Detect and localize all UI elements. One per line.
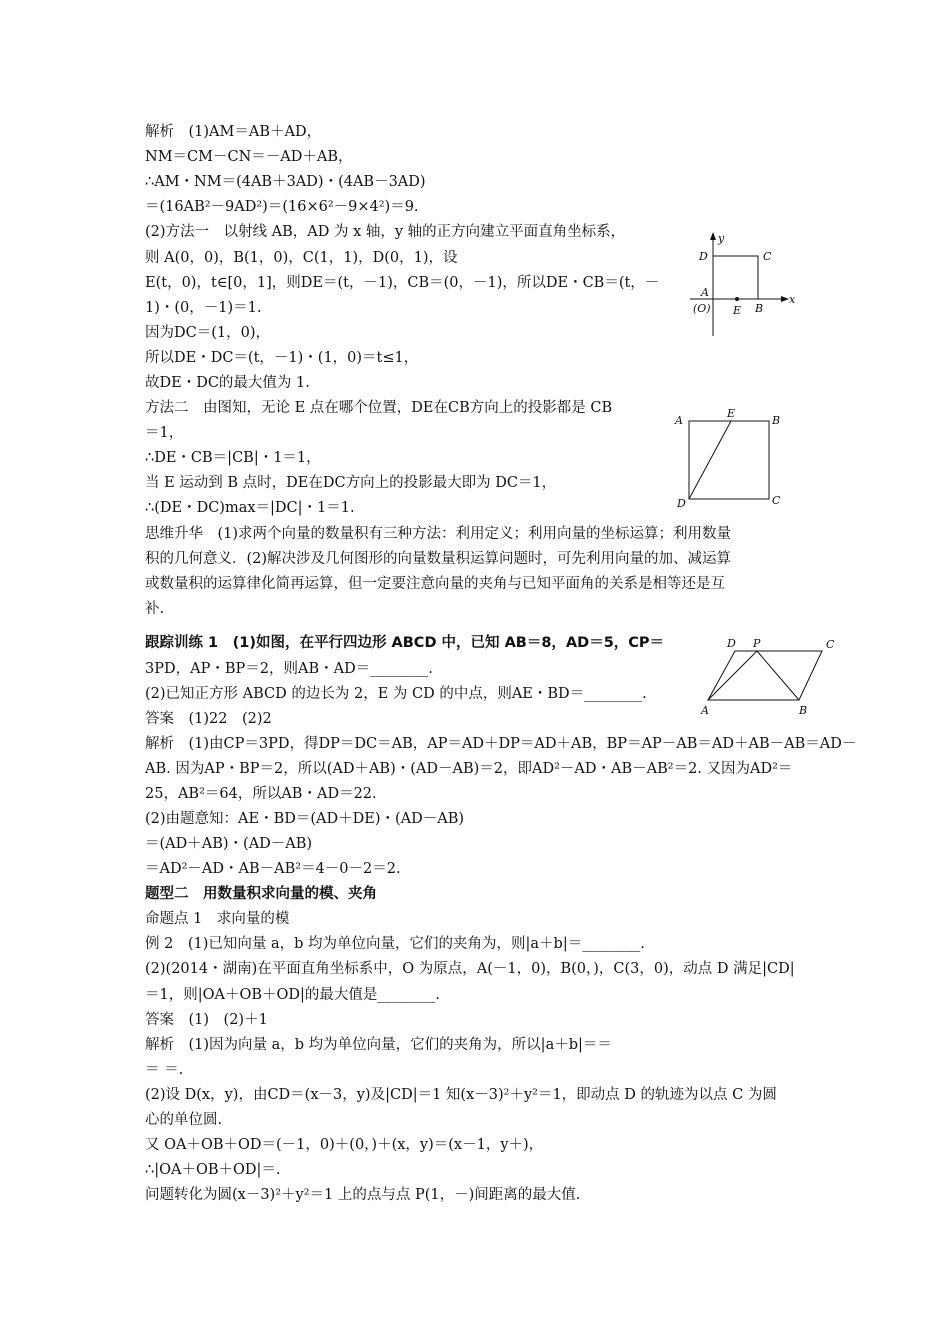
point-p-label: P <box>753 637 761 650</box>
y-axis-label: y <box>718 232 725 245</box>
text-line: (2)已知正方形 ABCD 的边长为 2，E 为 CD 的中点，则AE・BD＝________. <box>145 686 647 702</box>
text-line: 解析 (1)因为向量 a，b 均为单位向量，它们的夹角为，所以|a＋b|＝＝ <box>145 1037 612 1053</box>
text-line: ∴DE・CB＝|CB|・1＝1， <box>145 450 321 466</box>
text-line: AB. 因为AP・BP＝2，所以(AD＋AB)・(AD－AB)＝2，即AD²－AD・AB－AB²＝2. 又因为AD²＝ <box>145 761 793 777</box>
text-line: 1)・(0，－1)＝1. <box>145 300 262 316</box>
text-line: 思维升华 (1)求两个向量的数量积有三种方法：利用定义；利用向量的坐标运算；利用数量 <box>145 526 732 542</box>
text-line: ＝(AD＋AB)・(AD－AB) <box>145 836 313 852</box>
text-line: 或数量积的运算律化简再运算，但一定要注意向量的夹角与已知平面角的关系是相等还是互 <box>145 576 725 592</box>
point-a-label: A <box>701 286 709 299</box>
point-a-label: A <box>701 704 709 717</box>
text-line: 积的几何意义．(2)解决涉及几何图形的向量数量积运算问题时，可先利用向量的加、减运算 <box>145 551 732 567</box>
text-line: 例 2 (1)已知向量 a，b 均为单位向量，它们的夹角为，则|a＋b|＝________. <box>145 936 645 952</box>
text-line: E(t，0)，t∈[0，1]，则DE＝(t，－1)，CB＝(0，－1)，所以DE・CB＝(t，－ <box>145 275 660 291</box>
coordinate-square-figure <box>685 228 800 338</box>
point-c-label: C <box>826 638 835 651</box>
text-line: (2)设 D(x，y)，由CD＝(x－3，y)及|CD|＝1 知(x－3)²＋y²＝1，即动点 D 的轨迹为以点 C 为圆 <box>145 1087 777 1103</box>
point-a-label: A <box>675 414 683 427</box>
text-line: 方法二 由图知，无论 E 点在哪个位置，DE在CB方向上的投影都是 CB <box>145 400 613 416</box>
text-line: ＝AD²－AD・AB－AB²＝4－0－2＝2. <box>145 861 401 877</box>
text-line: NM＝CM－CN＝－AD＋AB， <box>145 149 353 165</box>
text-line: 答案 (1) (2)＋1 <box>145 1012 268 1028</box>
text-line: 命题点 1 求向量的模 <box>145 911 290 927</box>
text-line: ∴AM・NM＝(4AB＋3AD)・(4AB－3AD) <box>145 174 426 190</box>
text-line: ＝(16AB²－9AD²)＝(16×6²－9×4²)＝9. <box>145 199 419 215</box>
point-b-label: B <box>772 414 781 427</box>
text-line: 又 OA＋OB＋OD＝(－1，0)＋(0，)＋(x，y)＝(x－1，y＋)， <box>145 1137 544 1153</box>
point-b-label: B <box>755 302 764 315</box>
text-line: 心的单位圆. <box>145 1112 223 1128</box>
exercise-heading: 跟踪训练 1 (1)如图，在平行四边形 ABCD 中，已知 AB＝8，AD＝5，CP＝ <box>145 635 665 651</box>
text-line: 25，AB²＝64，所以AB・AD＝22. <box>145 786 377 802</box>
section-heading: 题型二 用数量积求向量的模、夹角 <box>145 886 377 902</box>
point-d-label: D <box>677 497 686 510</box>
text-line: 因为DC＝(1，0)， <box>145 325 270 341</box>
text-line: 解析 (1)AM＝AB＋AD， <box>145 124 322 140</box>
text-line: 解析 (1)由CP＝3PD，得DP＝DC＝AB，AP＝AD＋DP＝AD＋AB，BP＝AP－AB＝AD＋AB－AB＝AD－ <box>145 736 857 752</box>
point-c-label: C <box>763 250 772 263</box>
x-axis-label: x <box>789 293 796 306</box>
text-line: ＝ ＝. <box>145 1062 184 1078</box>
text-line: ＝1， <box>145 425 184 441</box>
text-line: 则 A(0，0)，B(1，0)，C(1，1)，D(0，1)，设 <box>145 250 458 266</box>
text-line: ＝1，则|OA＋OB＋OD|的最大值是________. <box>145 987 441 1003</box>
text-line: 答案 (1)22 (2)2 <box>145 711 272 727</box>
text-line: 当 E 运动到 B 点时，DE在DC方向上的投影最大即为 DC＝1， <box>145 475 557 491</box>
text-line: 3PD，AP・BP＝2，则AB・AD＝________. <box>145 661 433 677</box>
text-line: 问题转化为圆(x－3)²＋y²＝1 上的点与点 P(1，－)间距离的最大值. <box>145 1187 581 1203</box>
point-b-label: B <box>799 704 808 717</box>
point-e-label: E <box>733 304 742 317</box>
text-line: 故DE・DC的最大值为 1. <box>145 375 310 391</box>
text-line: (2)由题意知：AE・BD＝(AD＋DE)・(AD－AB) <box>145 811 465 827</box>
point-d-label: D <box>727 637 736 650</box>
point-e-label: E <box>727 407 736 420</box>
text-line: ∴|OA＋OB＋OD|＝. <box>145 1162 281 1178</box>
point-c-label: C <box>772 494 781 507</box>
text-line: 补. <box>145 601 165 617</box>
origin-label: (O) <box>693 302 711 315</box>
text-line: (2)(2014・湖南)在平面直角坐标系中，O 为原点，A(－1，0)，B(0，)，C(3，0)，动点 D 满足|CD| <box>145 961 795 977</box>
text-line: (2)方法一 以射线 AB，AD 为 x 轴，y 轴的正方向建立平面直角坐标系， <box>145 224 626 240</box>
point-d-label: D <box>699 250 708 263</box>
parallelogram-figure <box>695 633 845 718</box>
text-line: 所以DE・DC＝(t，－1)・(1，0)＝t≤1， <box>145 350 419 366</box>
square-de-figure <box>672 404 787 512</box>
text-line: ∴(DE・DC)max＝|DC|・1＝1. <box>145 500 355 516</box>
